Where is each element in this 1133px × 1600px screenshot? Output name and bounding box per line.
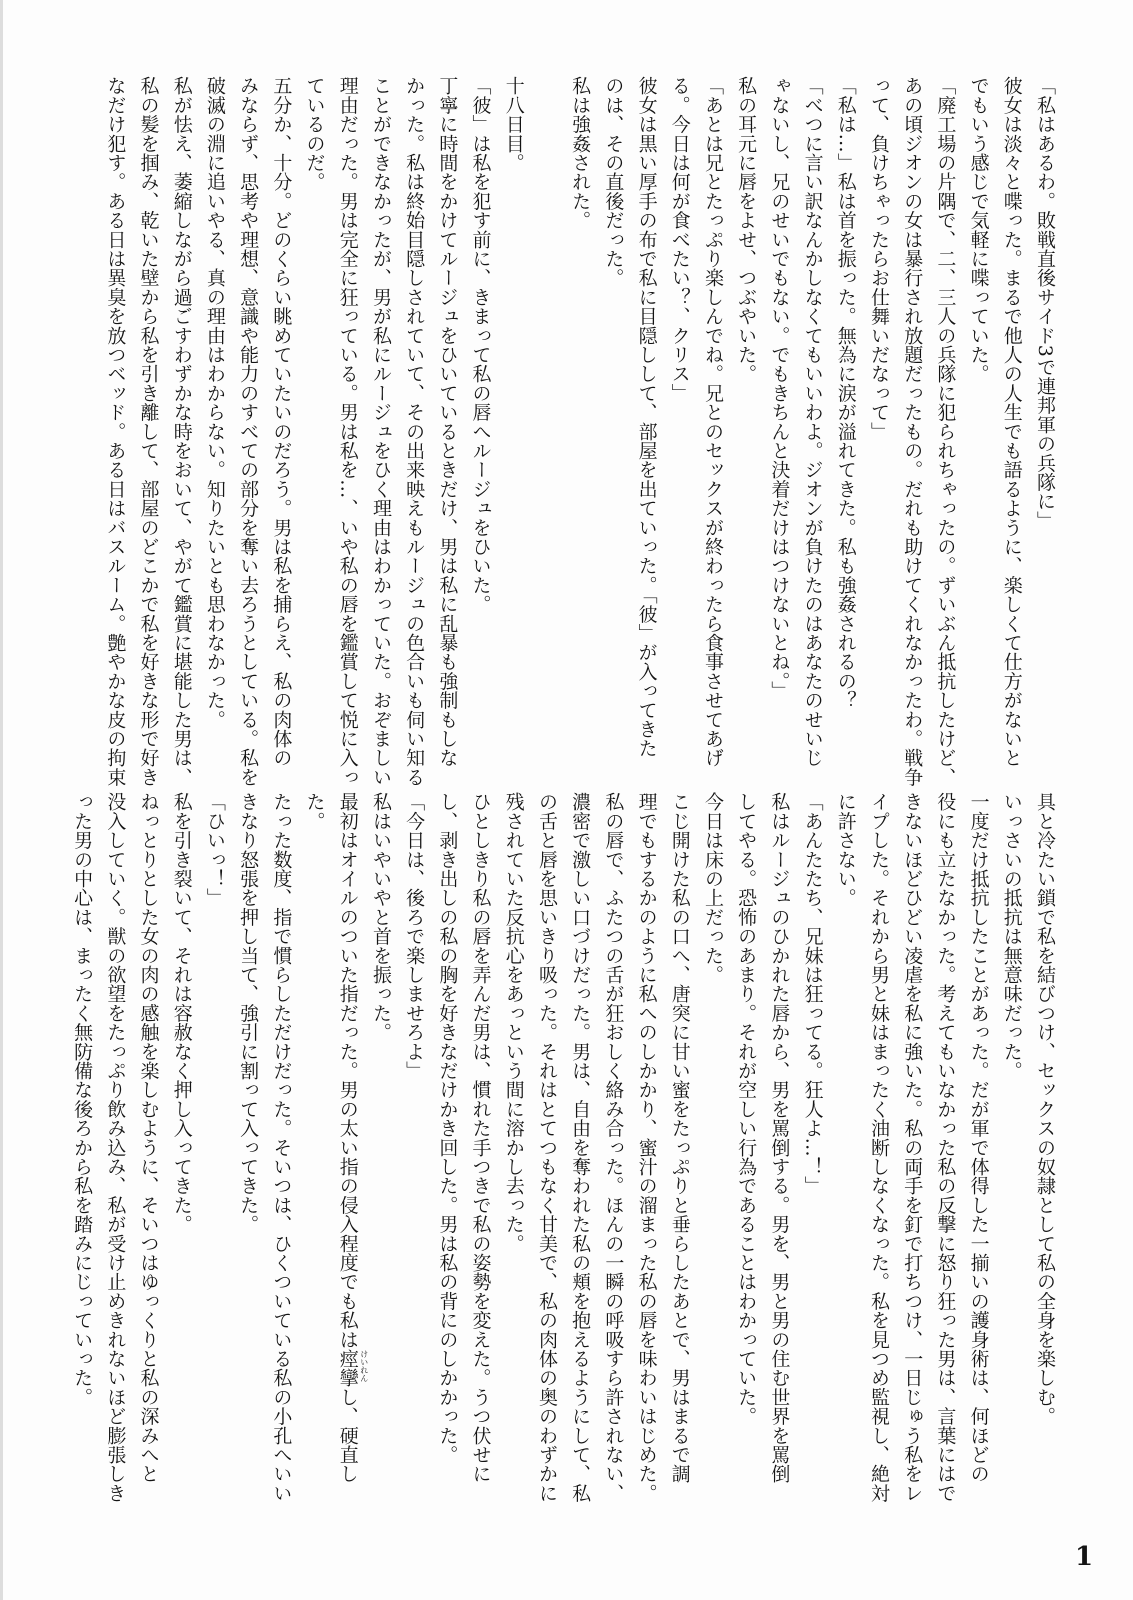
text-column: 私はいやいやと首を振った。 — [369, 792, 392, 1042]
text-column: 彼女は淡々と喋った。まるで他人の人生でも語るように、楽しくて仕方がないと — [1000, 76, 1023, 768]
text-column: 彼女は黒い厚手の布で私に目隠しして、部屋を出ていった。「彼」が入ってきた — [635, 76, 658, 758]
text-column: 今日は床の上だった。 — [701, 792, 724, 984]
text-column: 私は強姦された。 — [569, 76, 592, 230]
text-column: 「廃工場の片隅で、二、三人の兵隊に犯られちゃったの。ずいぶん抵抗したけど、 — [934, 76, 957, 787]
text-column: 役にも立たなかった。考えてもいなかった私の反撃に怒り狂った男は、言葉にはで — [934, 792, 957, 1503]
text-column: 最初はオイルのついた指だった。男の太い指の侵入程度でも私は痙攣し、硬直し — [336, 792, 359, 1484]
text-column: こじ開けた私の口へ、唐突に甘い蜜をたっぷりと垂らしたあとで、男はまるで調 — [668, 792, 691, 1484]
text-column: かった。私は終始目隠しされていて、その出来映えもルージュの色合いも伺い知る — [403, 76, 426, 787]
text-column: 濃密で激しい口づけだった。男は、自由を奪われた私の頬を抱えるようにして、私 — [569, 792, 592, 1503]
text-column: 私の唇で、ふたつの舌が狂おしく絡み合った。ほんの一瞬の呼吸すら許されない、 — [602, 792, 625, 1503]
text-column — [530, 76, 563, 776]
text-column: ことができなかったが、男が私にルージュをひく理由はわかっていた。おぞましい — [369, 76, 392, 787]
text-column: 「あとは兄とたっぷり楽しんでね。兄とのセックスが終わったら食事させてあげ — [701, 76, 724, 768]
text-column: 「あんたたち、兄妹は狂ってる。狂人よ…！」 — [801, 792, 824, 1196]
text-column: いっさいの抵抗は無意味だった。 — [1000, 792, 1023, 1080]
text-block-bottom — [65, 792, 1061, 1503]
text-column: 私を引き裂いて、それは容赦なく押し入ってきた。 — [170, 792, 193, 1234]
text-column: のは、その直後だった。 — [602, 76, 625, 288]
text-column: に許さない。 — [834, 792, 857, 908]
text-column: なだけ犯す。ある日は異臭を放つベッド。ある日はバスルーム。艶やかな皮の拘束 — [104, 76, 127, 787]
text-column: してやる。恐怖のあまり。それが空しい行為であることはわかっていた。 — [735, 792, 758, 1426]
text-column: ているのだ。 — [303, 76, 326, 192]
text-column: ゃないし、兄のせいでもない。でもきちんと決着だけはつけないとね。」 — [768, 76, 791, 701]
text-column: たった数度、指で慣らしただけだった。そいつは、ひくついている私の小孔へいい — [270, 792, 293, 1503]
text-column: みならず、思考や理想、意識や能力のすべての部分を奪い去ろうとしている。私を — [237, 76, 260, 787]
text-column: ねっとりとした女の肉の感触を楽しむように、そいつはゆっくりと私の深みへと — [137, 792, 160, 1484]
text-column: ひとしきり私の唇を弄んだ男は、慣れた手つきで私の姿勢を変えた。うつ伏せに — [469, 792, 492, 1484]
text-column: 「彼」は私を犯す前に、きまって私の唇へルージュをひいた。 — [469, 76, 492, 614]
text-column: 五分か、十分。どのくらい眺めていたいのだろう。男は私を捕らえ、私の肉体の — [270, 76, 293, 768]
text-column: 私はルージュのひかれた唇から、男を罵倒する。男を、男と男の住む世界を罵倒 — [768, 792, 791, 1484]
text-column: し、剥き出しの私の胸を好きなだけかき回した。男は私の背にのしかかった。 — [436, 792, 459, 1464]
text-column: 一度だけ抵抗したことがあった。だが軍で体得した一揃いの護身術は、何ほどの — [967, 792, 990, 1484]
text-column: 「私はあるわ。敗戦直後サイド3で連邦軍の兵隊に」 — [1034, 76, 1056, 530]
text-column: 理でもするかのように私へのしかかり、蜜汁の溜まった私の唇を味わいはじめた。 — [635, 792, 658, 1503]
text-column: 具と冷たい鎖で私を結びつけ、セックスの奴隷として私の全身を楽しむ。 — [1034, 792, 1056, 1426]
text-column: た。 — [303, 792, 326, 831]
scan-edge — [0, 0, 3, 1600]
text-column: 十八日目。 — [502, 76, 525, 172]
text-column: る。今日は何が食べたい？、クリス」 — [668, 76, 691, 403]
text-column: 私が怯え、萎縮しながら過ごすわずかな時をおいて、やがて鑑賞に堪能した男は、 — [170, 76, 193, 787]
text-column: きないほどひどい凌虐を私に強いた。私の両手を釘で打ちつけ、一日じゅう私をレ — [901, 792, 924, 1503]
text-column: 「ひいっ！」 — [203, 792, 226, 908]
text-column: 残されていた反抗心をあっという間に溶かし去った。 — [502, 792, 525, 1253]
text-column: って、負けちゃったらお仕舞いだなって」 — [867, 76, 890, 441]
text-column: 丁寧に時間をかけてルージュをひいているときだけ、男は私に乱暴も強制もしな — [436, 76, 459, 768]
text-column: あの頃ジオンの女は暴行され放題だったもの。だれも助けてくれなかったわ。戦争 — [901, 76, 924, 787]
text-column: 理由だった。男は完全に狂っている。男は私を…、いや私の唇を鑑賞して悦に入っ — [336, 76, 359, 787]
text-column: 「べつに言い訳なんかしなくてもいいわよ。ジオンが負けたのはあなたのせいじ — [801, 76, 824, 768]
text-block-top — [98, 76, 1061, 787]
text-column: 破滅の淵に追いやる、真の理由はわからない。知りたいとも思わなかった。 — [203, 76, 226, 729]
text-column: きなり怒張を押し当て、強引に割って入ってきた。 — [237, 792, 260, 1234]
text-column: 私の髪を掴み、乾いた壁から私を引き離して、部屋のどこかで私を好きな形で好き — [137, 76, 160, 787]
text-column: った男の中心は、まったく無防備な後ろから私を踏みにじっていった。 — [71, 792, 94, 1407]
text-column: の舌と唇を思いきり吸った。それはとてつもなく甘美で、私の肉体の奥のわずかに — [535, 792, 558, 1503]
text-column: 私の耳元に唇をよせ、つぶやいた。 — [735, 76, 758, 384]
text-column: でもいう感じで気軽に喋っていた。 — [967, 76, 990, 384]
text-column: イプした。それから男と妹はまったく油断しなくなった。私を見つめ監視し、絶対 — [867, 792, 890, 1503]
text-column: 「私は…」私は首を振った。無為に涙が溢れてきた。私も強姦されるの？ — [834, 76, 857, 710]
text-column: 「今日は、後ろで楽しませろよ」 — [403, 792, 426, 1080]
page-number: 1 — [1075, 1542, 1094, 1572]
furigana-reading: けいれん — [359, 1349, 369, 1382]
text-column: 没入していく。獣の欲望をたっぷり飲み込み、私が受け止めきれないほど膨張しき — [104, 792, 127, 1503]
